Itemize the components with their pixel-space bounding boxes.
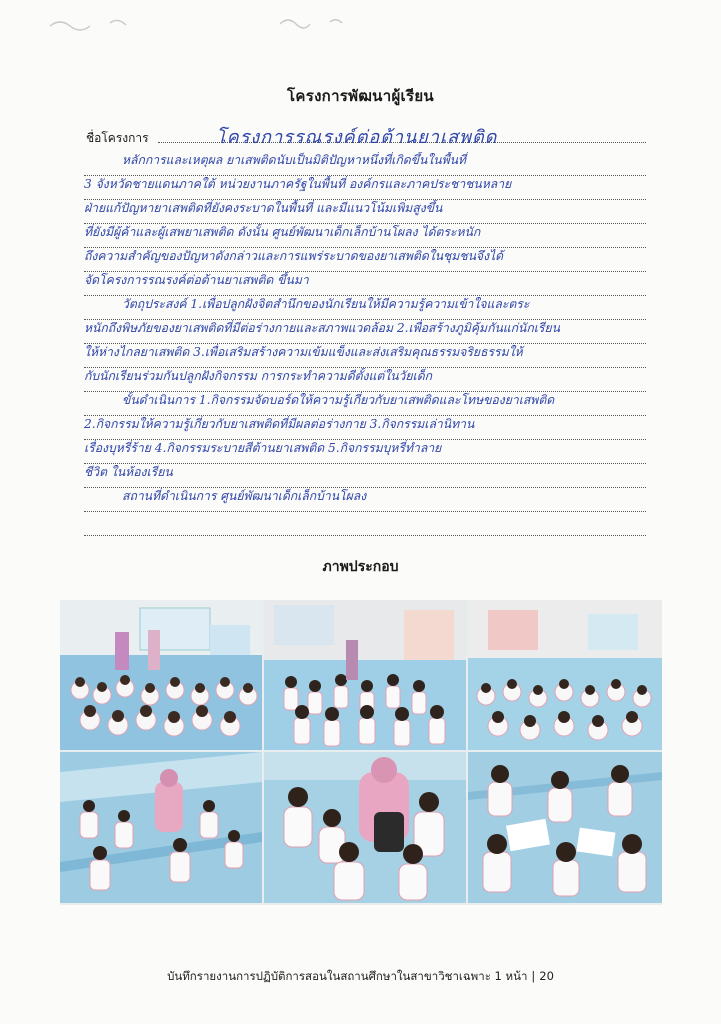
photo-children-coloring (468, 752, 662, 903)
photo-teacher-with-children (60, 752, 262, 903)
body-line: 2.กิจกรรมให้ความรู้เกี่ยวกับยาเสพติดที่มีผลต่อร่างกาย 3.กิจกรรมเล่านิทาน (84, 416, 646, 440)
body-line: ชีวิต ในห้องเรียน (84, 464, 646, 488)
body-line: หลักการและเหตุผล ยาเสพติดนับเป็นมิติปัญหาหนึ่งที่เกิดขึ้นในพื้นที่ (84, 152, 646, 176)
body-line: เรื่องบุหรี่ร้าย 4.กิจกรรมระบายสีต้านยาเสพติด 5.กิจกรรมบุหรี่ทำลาย (84, 440, 646, 464)
photo-children-standing (264, 600, 466, 750)
photo-collage (60, 600, 662, 905)
body-line: สถานที่ดำเนินการ ศูนย์พัฒนาเด็กเล็กบ้านโผลง (84, 488, 646, 512)
body-line: ถึงความสำคัญของปัญหาดังกล่าวและการแพร่ระบาดของยาเสพติดในชุมชนจึงได้ (84, 248, 646, 272)
body-line: ขั้นดำเนินการ 1.กิจกรรมจัดบอร์ดให้ความรู้เกี่ยวกับยาเสพติดและโทษของยาเสพติด (84, 392, 646, 416)
project-name-row (86, 124, 646, 148)
photo-section-title: ภาพประกอบ (322, 559, 399, 575)
body-line: ฝ่ายแก้ปัญหายาเสพติดที่ยังคงระบาดในพื้นที่ และมีแนวโน้มเพิ่มสูงขึ้น (84, 200, 646, 224)
page-title: โครงการพัฒนาผู้เรียน (287, 87, 434, 105)
footer-text: บันทึกรายงานการปฏิบัติการสอนในสถานศึกษาในสาขาวิชาเฉพาะ 1 หน้า (167, 969, 528, 983)
body-line: 3 จังหวัดชายแดนภาคใต้ หน่วยงานภาครัฐในพื้นที่ องค์กรและภาคประชาชนหลาย (84, 176, 646, 200)
project-label: ชื่อโครงการ (86, 131, 149, 145)
body-line: หนักถึงพิษภัยของยาเสพติดที่มีต่อร่างกายและสภาพแวดล้อม 2.เพื่อสร้างภูมิคุ้มกันแก่นักเรียน (84, 320, 646, 344)
page-footer (0, 968, 721, 986)
body-line: วัตถุประสงค์ 1.เพื่อปลูกฝังจิตสำนึกของนักเรียนให้มีความรู้ความเข้าใจและตระ (84, 296, 646, 320)
photo-classroom-assembly (60, 600, 262, 750)
page-number: 20 (539, 969, 554, 983)
body-line: ที่ยังมีผู้ค้าและผู้เสพยาเสพติด ดังนั้น ศูนย์พัฒนาเด็กเล็กบ้านโผลง ได้ตระหนัก (84, 224, 646, 248)
body-line: จัดโครงการรณรงค์ต่อต้านยาเสพติด ขึ้นมา (84, 272, 646, 296)
project-name-handwritten: โครงการรณรงค์ต่อต้านยาเสพติด (216, 127, 498, 148)
faded-header-scribble (40, 8, 370, 38)
photo-closeup-activity (264, 752, 466, 903)
photo-classroom-wide (468, 600, 662, 750)
body-line-blank (84, 512, 646, 536)
footer-separator: | (531, 969, 536, 983)
handwritten-body (84, 152, 646, 536)
body-line: ให้ห่างไกลยาเสพติด 3.เพื่อเสริมสร้างความเข้มแข็งและส่งเสริมคุณธรรมจริยธรรมให้ (84, 344, 646, 368)
body-line: กับนักเรียนร่วมกันปลูกฝังกิจกรรม การกระทำความดีตั้งแต่ในวัยเด็ก (84, 368, 646, 392)
